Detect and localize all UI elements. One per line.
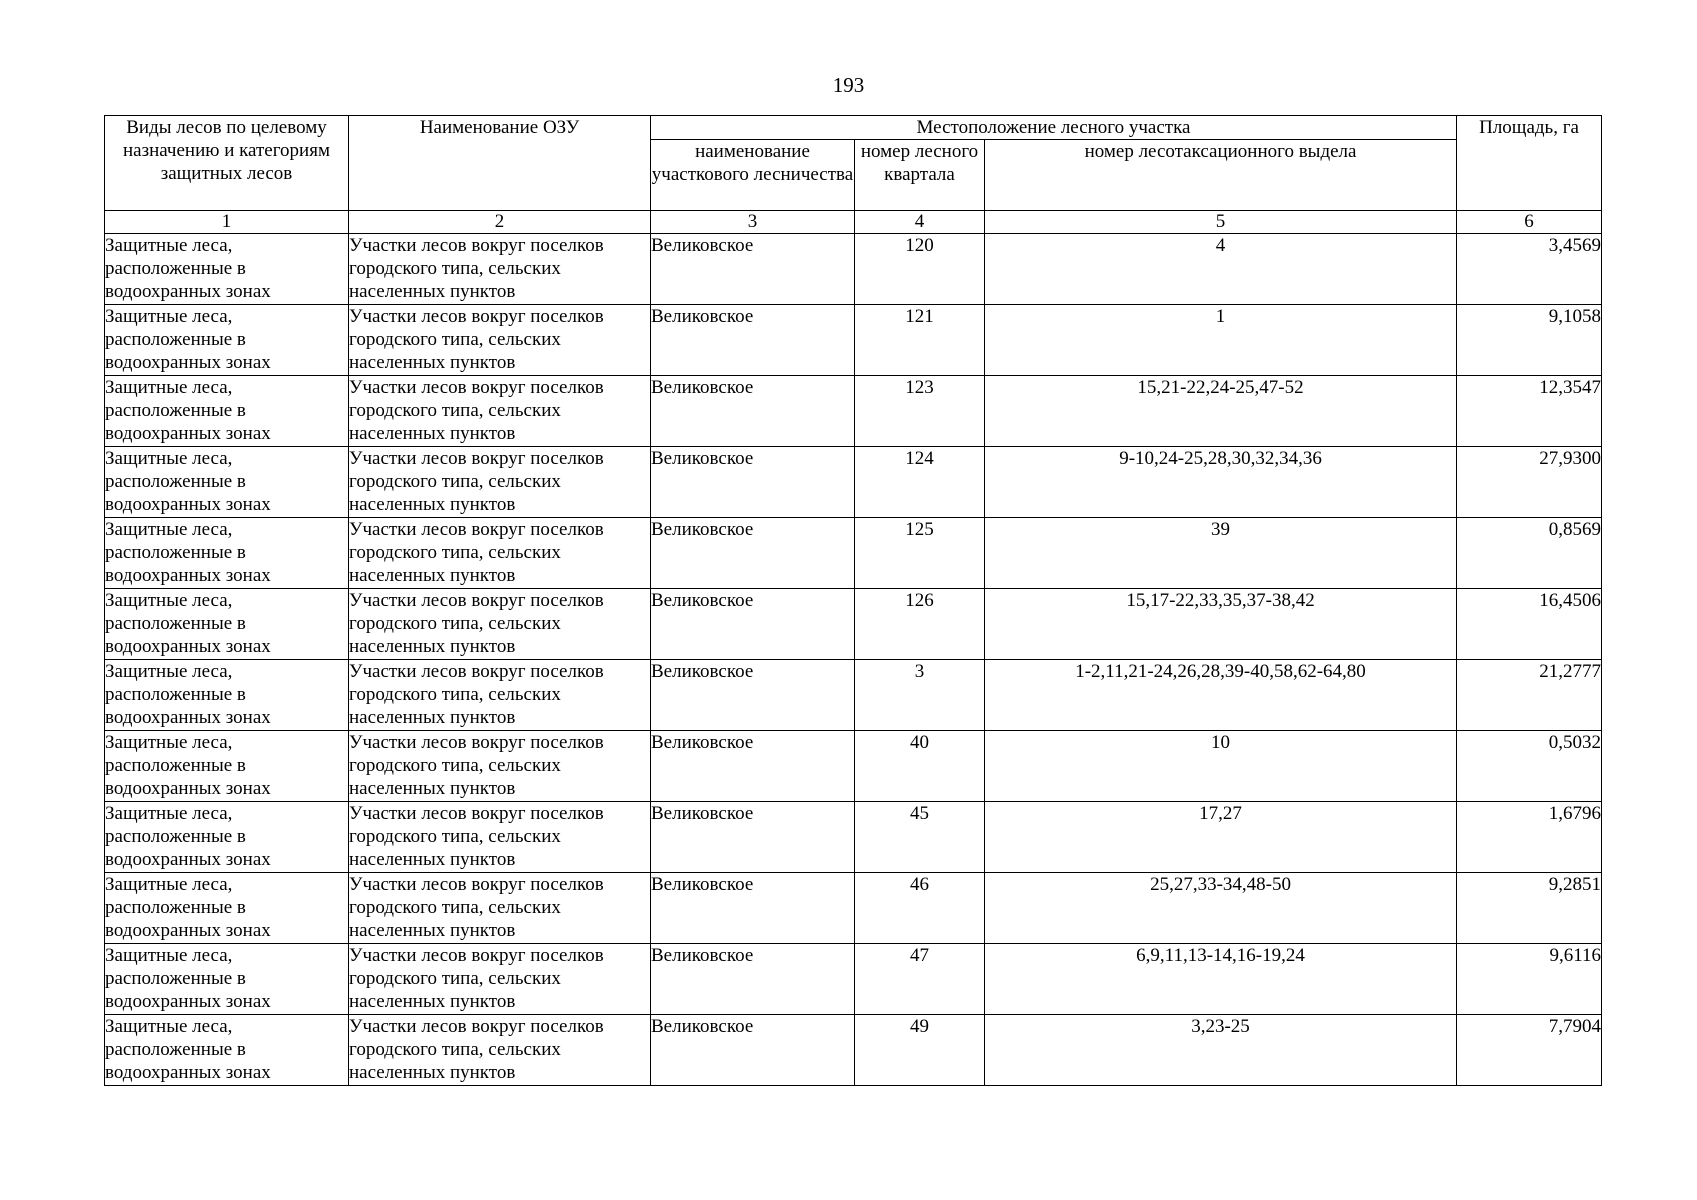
cell-forestry: Великовское	[651, 518, 855, 589]
cell-forestry: Великовское	[651, 731, 855, 802]
cell-area: 9,1058	[1457, 305, 1602, 376]
cell-quarter: 45	[855, 802, 985, 873]
cell-area: 0,8569	[1457, 518, 1602, 589]
cell-quarter: 124	[855, 447, 985, 518]
cell-plots: 1	[985, 305, 1457, 376]
table-row	[105, 944, 1602, 1015]
cell-area: 21,2777	[1457, 660, 1602, 731]
table-row	[105, 518, 1602, 589]
table-row	[105, 589, 1602, 660]
cell-forest-category: Защитные леса, расположенные в водоохранных зонах	[105, 873, 349, 944]
cell-plots: 9-10,24-25,28,30,32,34,36	[985, 447, 1457, 518]
cell-quarter: 46	[855, 873, 985, 944]
header-plot-number: номер лесотаксационного выдела	[985, 140, 1457, 211]
cell-forest-category: Защитные леса, расположенные в водоохранных зонах	[105, 234, 349, 305]
cell-forest-category: Защитные леса, расположенные в водоохранных зонах	[105, 376, 349, 447]
cell-plots: 4	[985, 234, 1457, 305]
table-row	[105, 660, 1602, 731]
cell-plots: 17,27	[985, 802, 1457, 873]
table-row	[105, 376, 1602, 447]
cell-forestry: Великовское	[651, 447, 855, 518]
table-row	[105, 731, 1602, 802]
header-ozu-name: Наименование ОЗУ	[349, 116, 651, 211]
cell-forest-category: Защитные леса, расположенные в водоохранных зонах	[105, 518, 349, 589]
table-row	[105, 447, 1602, 518]
cell-ozu-name: Участки лесов вокруг поселков городского типа, сельских населенных пунктов	[349, 944, 651, 1015]
cell-ozu-name: Участки лесов вокруг поселков городского типа, сельских населенных пунктов	[349, 660, 651, 731]
cell-ozu-name: Участки лесов вокруг поселков городского типа, сельских населенных пунктов	[349, 1015, 651, 1086]
cell-forest-category: Защитные леса, расположенные в водоохранных зонах	[105, 305, 349, 376]
page-number: 193	[832, 73, 865, 97]
cell-area: 7,7904	[1457, 1015, 1602, 1086]
column-number: 1	[105, 211, 349, 234]
cell-ozu-name: Участки лесов вокруг поселков городского типа, сельских населенных пунктов	[349, 802, 651, 873]
cell-area: 9,6116	[1457, 944, 1602, 1015]
cell-quarter: 125	[855, 518, 985, 589]
cell-quarter: 49	[855, 1015, 985, 1086]
column-number: 2	[349, 211, 651, 234]
cell-forestry: Великовское	[651, 944, 855, 1015]
cell-forest-category: Защитные леса, расположенные в водоохранных зонах	[105, 731, 349, 802]
cell-area: 0,5032	[1457, 731, 1602, 802]
cell-quarter: 121	[855, 305, 985, 376]
cell-area: 16,4506	[1457, 589, 1602, 660]
table-row	[105, 802, 1602, 873]
cell-forestry: Великовское	[651, 660, 855, 731]
cell-ozu-name: Участки лесов вокруг поселков городского типа, сельских населенных пунктов	[349, 518, 651, 589]
cell-forest-category: Защитные леса, расположенные в водоохранных зонах	[105, 660, 349, 731]
cell-area: 3,4569	[1457, 234, 1602, 305]
cell-ozu-name: Участки лесов вокруг поселков городского типа, сельских населенных пунктов	[349, 447, 651, 518]
cell-forest-category: Защитные леса, расположенные в водоохранных зонах	[105, 589, 349, 660]
cell-plots: 15,21-22,24-25,47-52	[985, 376, 1457, 447]
cell-quarter: 47	[855, 944, 985, 1015]
table-row	[105, 1015, 1602, 1086]
cell-forestry: Великовское	[651, 589, 855, 660]
cell-forest-category: Защитные леса, расположенные в водоохранных зонах	[105, 1015, 349, 1086]
table-body	[105, 234, 1602, 1086]
table-row	[105, 873, 1602, 944]
cell-ozu-name: Участки лесов вокруг поселков городского типа, сельских населенных пунктов	[349, 376, 651, 447]
header-location-group: Местоположение лесного участка	[651, 116, 1457, 140]
cell-forest-category: Защитные леса, расположенные в водоохранных зонах	[105, 802, 349, 873]
cell-plots: 15,17-22,33,35,37-38,42	[985, 589, 1457, 660]
header-quarter-number: номер лесного квартала	[855, 140, 985, 211]
cell-quarter: 40	[855, 731, 985, 802]
cell-forestry: Великовское	[651, 234, 855, 305]
cell-forestry: Великовское	[651, 802, 855, 873]
cell-area: 9,2851	[1457, 873, 1602, 944]
cell-plots: 3,23-25	[985, 1015, 1457, 1086]
cell-forestry: Великовское	[651, 305, 855, 376]
header-forest-type: Виды лесов по целевому назначению и категориям защитных лесов	[105, 116, 349, 211]
cell-forest-category: Защитные леса, расположенные в водоохранных зонах	[105, 944, 349, 1015]
cell-forestry: Великовское	[651, 376, 855, 447]
header-forestry-name: наименование участкового лесничества	[651, 140, 855, 211]
table-row	[105, 305, 1602, 376]
cell-ozu-name: Участки лесов вокруг поселков городского типа, сельских населенных пунктов	[349, 731, 651, 802]
cell-plots: 10	[985, 731, 1457, 802]
cell-plots: 1-2,11,21-24,26,28,39-40,58,62-64,80	[985, 660, 1457, 731]
cell-plots: 6,9,11,13-14,16-19,24	[985, 944, 1457, 1015]
table-header-row	[105, 116, 1602, 140]
column-number: 4	[855, 211, 985, 234]
table-row	[105, 234, 1602, 305]
cell-quarter: 126	[855, 589, 985, 660]
cell-area: 12,3547	[1457, 376, 1602, 447]
cell-area: 27,9300	[1457, 447, 1602, 518]
cell-plots: 25,27,33-34,48-50	[985, 873, 1457, 944]
column-number: 6	[1457, 211, 1602, 234]
cell-forestry: Великовское	[651, 873, 855, 944]
cell-ozu-name: Участки лесов вокруг поселков городского типа, сельских населенных пунктов	[349, 589, 651, 660]
header-area: Площадь, га	[1457, 116, 1602, 211]
cell-plots: 39	[985, 518, 1457, 589]
column-number: 5	[985, 211, 1457, 234]
cell-quarter: 120	[855, 234, 985, 305]
cell-ozu-name: Участки лесов вокруг поселков городского типа, сельских населенных пунктов	[349, 234, 651, 305]
cell-quarter: 3	[855, 660, 985, 731]
column-number: 3	[651, 211, 855, 234]
cell-forestry: Великовское	[651, 1015, 855, 1086]
cell-area: 1,6796	[1457, 802, 1602, 873]
cell-ozu-name: Участки лесов вокруг поселков городского типа, сельских населенных пунктов	[349, 873, 651, 944]
forest-plots-table	[104, 115, 1602, 1086]
column-number-row	[105, 211, 1602, 234]
cell-ozu-name: Участки лесов вокруг поселков городского типа, сельских населенных пунктов	[349, 305, 651, 376]
cell-quarter: 123	[855, 376, 985, 447]
cell-forest-category: Защитные леса, расположенные в водоохранных зонах	[105, 447, 349, 518]
